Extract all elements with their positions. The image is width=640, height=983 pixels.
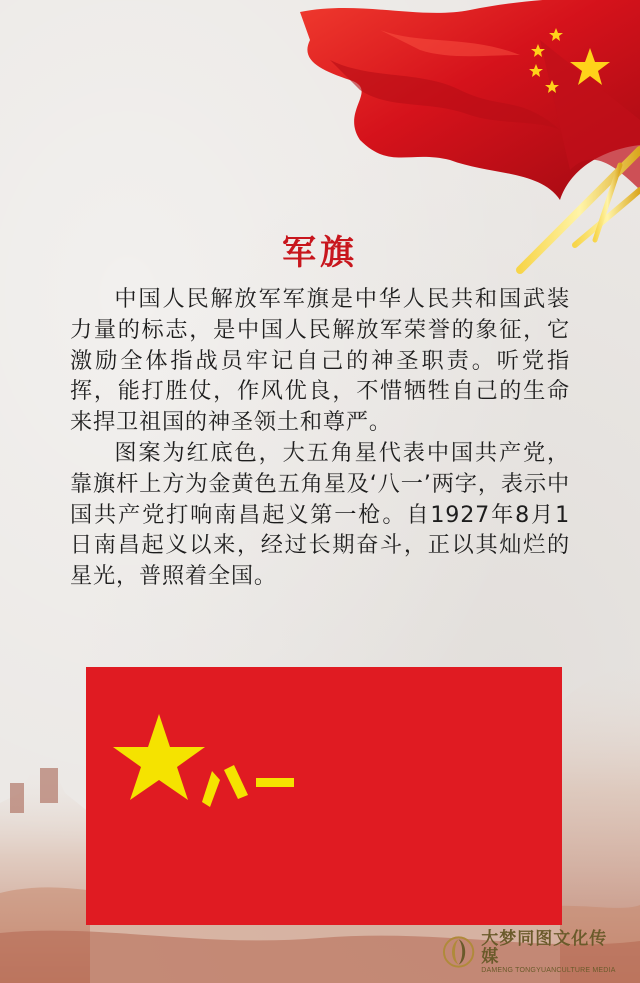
pla-army-flag bbox=[86, 667, 562, 925]
army-flag-emblem bbox=[86, 667, 562, 925]
paragraph: 图案为红底色，大五角星代表中国共产党，靠旗杆上方为金黄色五角星及‘八一’两字，表示中国共产党打响南昌起义第一枪。自1927年8月1日南昌起义以来，经过长期奋斗，正以其灿烂的星光，普照着全国。 bbox=[70, 439, 570, 590]
logo-english-name: DAMENG TONGYUANCULTURE MEDIA bbox=[481, 966, 616, 974]
description-text bbox=[70, 284, 570, 592]
bayi-stroke-yi bbox=[256, 778, 294, 787]
bayi-stroke-right bbox=[224, 765, 248, 799]
company-logo bbox=[442, 928, 622, 974]
bayi-stroke-left bbox=[202, 771, 220, 807]
logo-swirl-icon bbox=[442, 935, 475, 969]
page-title: 军旗 bbox=[282, 233, 358, 273]
star-icon bbox=[113, 714, 205, 800]
paragraph: 中国人民解放军军旗是中华人民共和国武装力量的标志，是中国人民解放军荣誉的象征，它激励全体指战员牢记自己的神圣职责。听党指挥，能打胜仗，作风优良，不惜牺牲自己的生命来捍卫祖国的神圣领土和尊严。 bbox=[70, 286, 570, 436]
logo-chinese-name: 大梦同图文化传媒 bbox=[481, 928, 608, 967]
